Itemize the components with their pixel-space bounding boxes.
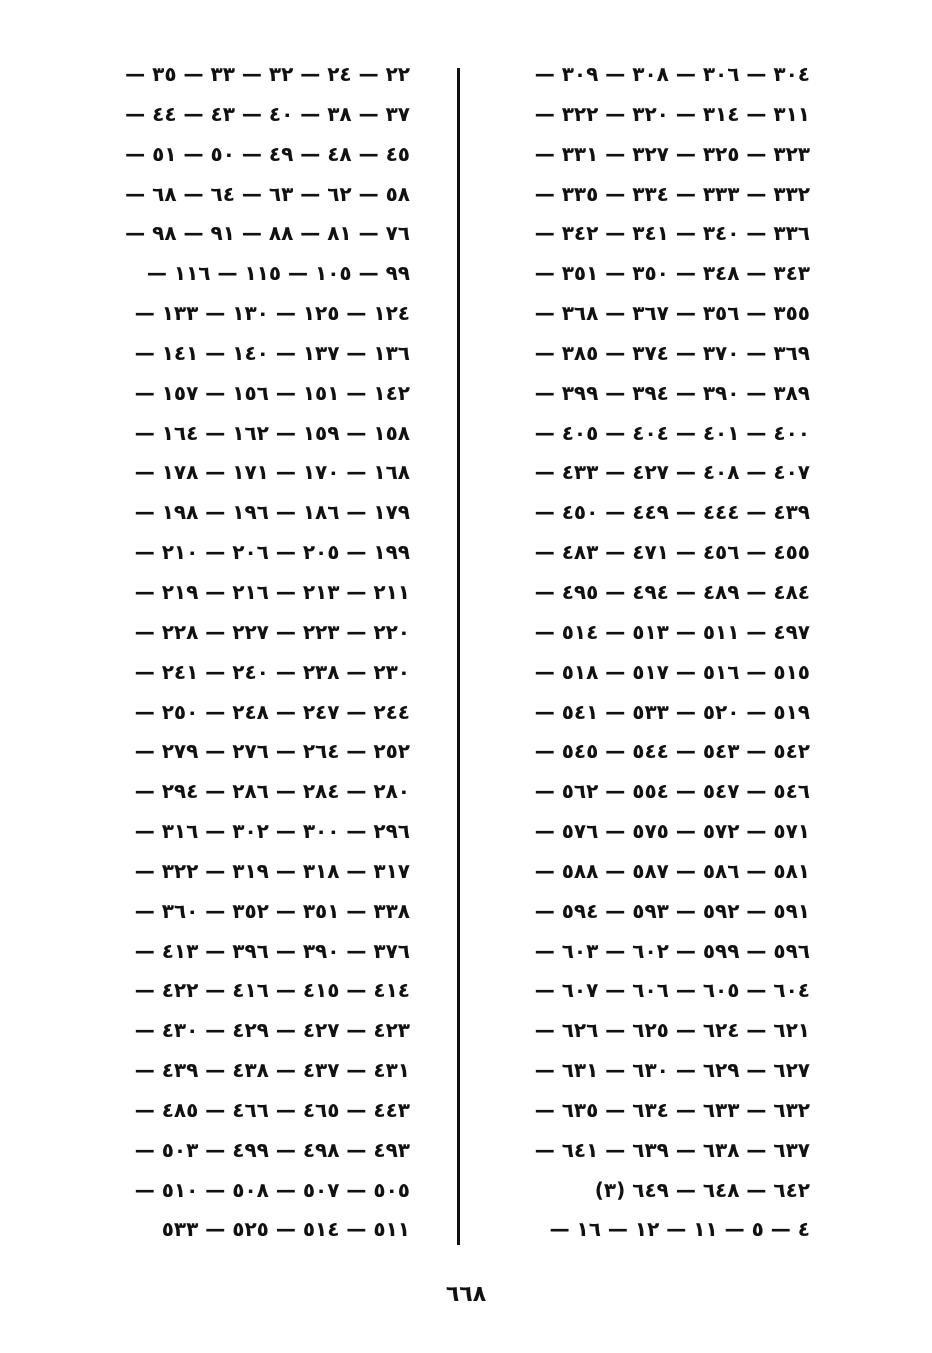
- index-line: ٥٨١ — ٥٨٦ — ٥٨٧ — ٥٨٨ —: [534, 858, 810, 883]
- index-line: ٦٢٧ — ٦٢٩ — ٦٣٠ — ٦٣١ —: [534, 1058, 810, 1083]
- index-line: ٤٢٣ — ٤٢٧ — ٤٢٩ — ٤٣٠ —: [134, 1018, 410, 1043]
- right-index-column: [480, 55, 810, 1250]
- index-line: ٢٣٠ — ٢٣٨ — ٢٤٠ — ٢٤١ —: [134, 659, 410, 684]
- index-line: ٢١١ — ٢١٣ — ٢١٦ — ٢١٩ —: [134, 579, 410, 604]
- index-line: ٤٣٩ — ٤٤٤ — ٤٤٩ — ٤٥٠ —: [534, 500, 810, 525]
- index-line: ٤١٤ — ٤١٥ — ٤١٦ — ٤٢٢ —: [134, 978, 410, 1003]
- index-line: ٤٠٠ — ٤٠١ — ٤٠٤ — ٤٠٥ —: [534, 420, 810, 445]
- index-line: ٥٧١ — ٥٧٢ — ٥٧٥ — ٥٧٦ —: [534, 819, 810, 844]
- index-line: ٥٠٥ — ٥٠٧ — ٥٠٨ — ٥١٠ —: [134, 1177, 410, 1202]
- index-line: ٥١٥ — ٥١٦ — ٥١٧ — ٥١٨ —: [534, 659, 810, 684]
- index-line: ٣٨٩ — ٣٩٠ — ٣٩٤ — ٣٩٩ —: [534, 380, 810, 405]
- index-line: ١٤٢ — ١٥١ — ١٥٦ — ١٥٧ —: [134, 380, 410, 405]
- index-line: ٤٤٣ — ٤٦٥ — ٤٦٦ — ٤٨٥ —: [134, 1097, 410, 1122]
- index-line: ٤٠٧ — ٤٠٨ — ٤٢٧ — ٤٣٣ —: [534, 460, 810, 485]
- index-line: ٣٢٣ — ٣٢٥ — ٣٢٧ — ٣٣١ —: [534, 141, 810, 166]
- index-line: ٢٥٢ — ٢٦٤ — ٢٧٦ — ٢٧٩ —: [134, 739, 410, 764]
- index-line: ٣٣٢ — ٣٣٣ — ٣٣٤ — ٣٣٥ —: [534, 181, 810, 206]
- index-line: ٣١١ — ٣١٤ — ٣٢٠ — ٣٢٢ —: [534, 101, 810, 126]
- index-line: ٥١١ — ٥١٤ — ٥٢٥ — ٥٣٣: [161, 1217, 410, 1242]
- index-line: ٣٧٦ — ٣٩٠ — ٣٩٦ — ٤١٣ —: [134, 938, 410, 963]
- page-number: ٦٦٨: [445, 1282, 487, 1307]
- index-line: ١٣٦ — ١٣٧ — ١٤٠ — ١٤١ —: [134, 340, 410, 365]
- index-line: ١٢٤ — ١٢٥ — ١٣٠ — ١٣٣ —: [134, 301, 410, 326]
- index-line: ٤٨٤ — ٤٨٩ — ٤٩٤ — ٤٩٥ —: [534, 579, 810, 604]
- index-line: ٥٩١ — ٥٩٢ — ٥٩٣ — ٥٩٤ —: [534, 898, 810, 923]
- index-line: ١٦٨ — ١٧٠ — ١٧١ — ١٧٨ —: [134, 460, 410, 485]
- column-divider: [457, 68, 460, 1245]
- index-line: ٦٠٤ — ٦٠٥ — ٦٠٦ — ٦٠٧ —: [534, 978, 810, 1003]
- index-line: ٩٩ — ١٠٥ — ١١٥ — ١١٦ —: [146, 261, 410, 286]
- index-line: ٤٩٣ — ٤٩٨ — ٤٩٩ — ٥٠٣ —: [134, 1137, 410, 1162]
- index-line: ٣٤٣ — ٣٤٨ — ٣٥٠ — ٣٥١ —: [534, 261, 810, 286]
- index-line: ٦٤٢ — ٦٤٨ — ٦٤٩ (٣): [594, 1177, 810, 1202]
- left-index-column: [80, 55, 410, 1250]
- index-line: ١٥٨ — ١٥٩ — ١٦٢ — ١٦٤ —: [134, 420, 410, 445]
- index-line: ٥٩٦ — ٥٩٩ — ٦٠٢ — ٦٠٣ —: [534, 938, 810, 963]
- index-line: ٣٦٩ — ٣٧٠ — ٣٧٤ — ٣٨٥ —: [534, 340, 810, 365]
- index-line: ٦٣٧ — ٦٣٨ — ٦٣٩ — ٦٤١ —: [534, 1137, 810, 1162]
- index-line: ٣٥٥ — ٣٥٦ — ٣٦٧ — ٣٦٨ —: [534, 301, 810, 326]
- index-line: ٦٢١ — ٦٢٤ — ٦٢٥ — ٦٢٦ —: [534, 1018, 810, 1043]
- index-line: ٣١٧ — ٣١٨ — ٣١٩ — ٣٢٢ —: [134, 858, 410, 883]
- index-line: ٦٣٢ — ٦٣٣ — ٦٣٤ — ٦٣٥ —: [534, 1097, 810, 1122]
- index-line: ٣٧ — ٣٨ — ٤٠ — ٤٣ — ٤٤ —: [125, 101, 410, 126]
- index-line: ٢٢٠ — ٢٢٣ — ٢٢٧ — ٢٢٨ —: [134, 619, 410, 644]
- index-line: ٥٤٢ — ٥٤٣ — ٥٤٤ — ٥٤٥ —: [534, 739, 810, 764]
- index-line: ٢٤٤ — ٢٤٧ — ٢٤٨ — ٢٥٠ —: [134, 699, 410, 724]
- index-line: ٤٣١ — ٤٣٧ — ٤٣٨ — ٤٣٩ —: [134, 1058, 410, 1083]
- index-line: ٤٥٥ — ٤٥٦ — ٤٧١ — ٤٨٣ —: [534, 540, 810, 565]
- index-line: ١٧٩ — ١٨٦ — ١٩٦ — ١٩٨ —: [134, 500, 410, 525]
- index-line: ٥٤٦ — ٥٤٧ — ٥٥٤ — ٥٦٢ —: [534, 779, 810, 804]
- index-line: ٣٣٦ — ٣٤٠ — ٣٤١ — ٣٤٢ —: [534, 221, 810, 246]
- index-line: ٤٩٧ — ٥١١ — ٥١٣ — ٥١٤ —: [534, 619, 810, 644]
- index-line: ٣٣٨ — ٣٥١ — ٣٥٢ — ٣٦٠ —: [134, 898, 410, 923]
- index-line: ٥١٩ — ٥٢٠ — ٥٣٣ — ٥٤١ —: [534, 699, 810, 724]
- index-line: ٤ — ٥ — ١١ — ١٢ — ١٦ —: [549, 1217, 810, 1242]
- index-line: ٤٥ — ٤٨ — ٤٩ — ٥٠ — ٥١ —: [125, 141, 410, 166]
- index-line: ٢٩٦ — ٣٠٠ — ٣٠٢ — ٣١٦ —: [134, 819, 410, 844]
- index-line: ٥٨ — ٦٢ — ٦٣ — ٦٤ — ٦٨ —: [125, 181, 410, 206]
- index-line: ٢٢ — ٢٤ — ٣٢ — ٣٣ — ٣٥ —: [125, 62, 410, 86]
- index-line: ٧٦ — ٨١ — ٨٨ — ٩١ — ٩٨ —: [125, 221, 410, 246]
- index-line: ٢٨٠ — ٢٨٤ — ٢٨٦ — ٢٩٤ —: [134, 779, 410, 804]
- index-line: ٣٠٤ — ٣٠٦ — ٣٠٨ — ٣٠٩ —: [534, 62, 810, 86]
- index-line: ١٩٩ — ٢٠٥ — ٢٠٦ — ٢١٠ —: [134, 540, 410, 565]
